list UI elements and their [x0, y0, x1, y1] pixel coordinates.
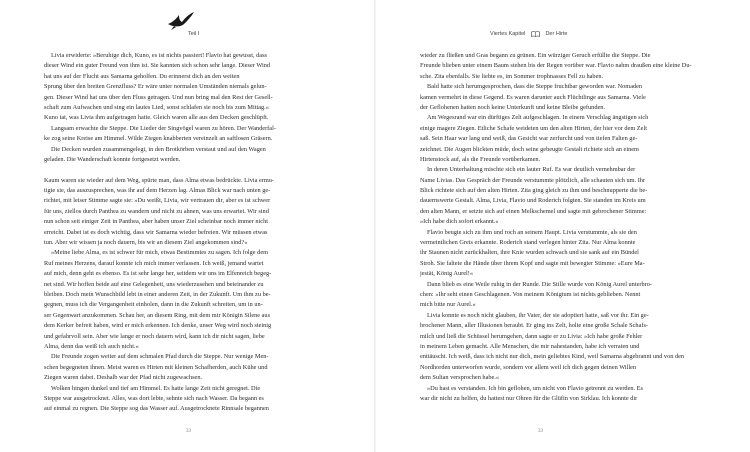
- text-line: sche. Zita ebenfalls. Sie liebte es, im Sommer trophnasses Fell zu haben.: [420, 72, 604, 80]
- running-header: [490, 31, 567, 37]
- text-line: zeichnet. Die Augen blickten müde, doch seine gebeugte Gestalt richtete sich an einem: [420, 145, 639, 153]
- text-line: der Geflohenen hatten noch keine Unterkunft und keine Bleibe gefunden.: [420, 103, 605, 111]
- text-line: Kaum waren sie wieder auf dem Weg, spürte man, dass Alma etwas bedrückte. Livia ermu-: [44, 176, 275, 184]
- text-line: schaft zum Aufwachen und sing ein lautes Lied, sonst schlafen sie noch bis zum Mittag.«: [44, 103, 269, 111]
- text-line: brochener Mann, aller Illusionen beraubt. Er ging ins Zelt, holte eine große Schale Schafs-: [420, 322, 649, 330]
- chapter-label: Viertes Kapitel: [490, 31, 526, 37]
- text-line: milch und ließ die Schüssel herumgehen, dann sagte er zu Livia: »Ich habe große Fehler: [420, 332, 643, 340]
- text-line: Dann blieb es eine Weile ruhig in der Runde. Die Stille wurde von König Aurel unterbro-: [427, 280, 652, 288]
- text-line: einige magere Ziegen. Etliche Schafe weideten um den alten Hirten, der hier vor dem Zelt: [420, 124, 647, 132]
- raven-icon: [167, 10, 195, 32]
- page-number: 33: [186, 429, 191, 434]
- chapter-title: Der Hirte: [545, 31, 568, 37]
- text-line: ser Gegenwart anzukommen. Schau her, an diesem Ring, mit dem mir Königin Silene aus: [44, 311, 271, 319]
- text-line: schen begegneten ihnen. Meist waren es Hirten mit kleinen Schafherden, auch Kühe und: [44, 363, 268, 371]
- text-line: Sprung über den breiten Grenzfluss? Er wäre unter normalen Umständen niemals gelun-: [44, 83, 267, 91]
- text-line: gen. Dieser Wind hat uns über den Fluss getragen. Und nun bring mal den Rest der Gesell-: [44, 93, 273, 101]
- text-line: Die Freunde zogen weiter auf dem schmalen Pfad durch die Steppe. Nur wenige Men-: [51, 353, 269, 361]
- left-page: [0, 0, 374, 452]
- text-line: in meinem Leben gemacht. Alle Menschen, die mir nahestanden, habe ich verraten und: [420, 342, 640, 350]
- text-line: ihr Staunen nicht zurückhalten, ihre Knie wurden schwach und sie sank auf ein Bündel: [420, 249, 639, 257]
- text-line: für uns, ziellos durch Pantheа zu wandern und nicht zu ahnen, was uns erwartet. Wir sind: [44, 207, 269, 215]
- right-page: [376, 0, 750, 452]
- text-line: Ruf meines Herzens, darauf konnte ich mich immer verlassen. Ich weiß, jemand wartet: [44, 259, 264, 267]
- text-line: Wolken hingen dunkel und tief am Himmel. Es hatte lange Zeit nicht geregnet. Die: [51, 384, 261, 392]
- text-line: Stroh. Sie faltete die Hände über ihrem Kopf und sagte mit bewegter Stimme: »Eure Ma-: [420, 259, 645, 267]
- text-line: Langsam erwachte die Steppe. Die Lieder der Singvögel waren zu hören. Der Wanderfal-: [51, 124, 276, 132]
- text-line: wieder zu fließen und Gras begann zu grünen. Ein würziger Geruch erfüllte die Steppe. Die: [420, 52, 651, 59]
- text-line: auf mich, denn geht es ebenso. Es ist sehr lange her, seitdem wir uns im Elfenreich begeg-: [44, 270, 272, 278]
- text-line: Bald hatte sich herumgesprochen, dass die Steppe fruchtbar geworden war. Nomaden: [427, 83, 643, 91]
- text-line: »Ich habe dich sofort erkannt.«: [420, 218, 499, 226]
- text-line: Hirtenstock auf, als die Freunde vorüberkamen.: [420, 155, 541, 163]
- text-line: hat uns auf der Flucht aus Samarna geholfen. Du erinnerst dich an den weiten: [44, 72, 240, 80]
- text-line: ke zog seine Kreise am Himmel. Wilde Ziegen knabberten vereinzelt an saftlosen Gräsern.: [44, 135, 273, 143]
- text-line: chen: »Ihr seht einen Geschlagenen. Von meinem Königtum ist nichts geblieben. Nennt: [420, 290, 641, 298]
- text-line: »Du hast es verstanden. Ich bin geflohen, um nicht von Flavio getrennt zu werden. Es: [427, 384, 643, 392]
- text-line: Ziegen waren dabei. Deshalb war der Pfad nicht zugewachsen.: [44, 374, 203, 382]
- text-line: war dir nicht zu helfen, du hattest nur Ohren für die Glüfin von Sirklau. Ich konnte dir: [420, 394, 638, 402]
- text-line: Steppe war ausgetrocknet. Alles, was dort lebte, sehnte sich nach Wasser. Da begann es: [44, 394, 264, 402]
- text-line: bleiben. Doch mein Wunschbild lebt in einer anderen Zeit, in der Zukunft. Um ihm zu be-: [44, 290, 271, 298]
- text-line: nun schon seit einiger Zeit in Pantheа, aber haben unser Ziel scheinbar noch immer nicht: [44, 218, 268, 226]
- text-line: erreicht. Dabei ist es doch wichtig, dass wir Samarna wieder befreien. Wir müssen etwas: [44, 228, 268, 236]
- text-line: Am Wegesrand war ein dürftiges Zelt aufgeschlagen. In einem Verschlag ängstigen sich: [427, 114, 649, 122]
- text-line: Die Decken wurden zusammengelegt, in den Brotkörben verstaut und auf den Wagen: [51, 145, 266, 153]
- text-line: richtet, mit leiser Stimme sagte sie: »Du weißt, Livia, wir vertrauen dir, aber es ist schwer: [44, 197, 271, 205]
- text-line: »Meine liebe Alma, es ist schwer für mich, etwas Bestimmtes zu sagen. Ich folge dem: [51, 249, 269, 257]
- text-line: vermeintlichen Greis erkannte. Roderich stand verlegen hinter Zita. Nur Alma konnte: [420, 239, 636, 247]
- text-line: Blick richtete sich auf den alten Hirten. Zita ging gleich zu ihm und beschnupperte die be-: [420, 187, 648, 195]
- text-line: den alten Mann, er setzte sich auf einen Melkschemel und sagte mit gebrochener Stimme:: [420, 207, 647, 215]
- text-line: mich bitte nur Aurel.«: [420, 301, 476, 309]
- text-line: Kuno tat, was Livia ihm aufgetragen hatte. Gleich waren alle aus den Decken geschlüpft.: [44, 114, 269, 122]
- text-line: Livia erwiderte: »Beruhige dich, Kuno, es ist nichts passiert! Flavio hat gewusst, dass: [51, 52, 267, 59]
- right-body-text: [420, 51, 706, 431]
- text-line: In deren Unterhaltung mischte sich ein lauter Ruf. Es war deutlich vernehmbar der: [427, 166, 636, 174]
- text-line: Alma, denn das weiß ich auch nicht.«: [44, 342, 139, 350]
- text-line: tun. Aber wir wissen ja noch dauern, bis wir an diesem Ziel angekommen sind?«: [44, 239, 248, 247]
- text-line: Livia konnte es noch nicht glauben, ihr Vater, der sie adoptiert hatte, saß vor ihr. Ein ge-: [427, 311, 649, 319]
- left-body-text: [44, 51, 330, 431]
- running-header: [188, 31, 199, 37]
- text-line: jestät, König Aurel!«: [420, 270, 473, 278]
- page-number: 33: [538, 429, 543, 434]
- text-line: und gefahrvoll sein. Aber wie lange er noch dauern wird, kann ich dir nicht sagen, liebe: [44, 332, 265, 340]
- book-icon: [531, 31, 540, 37]
- text-line: saß. Sein Haar war lang und weiß, das Gesicht war zerfurcht und von tiefen Falten ge-: [420, 135, 638, 143]
- text-line: net sind. Wir hoffen beide auf eine Gelegenheit, uns wiederzusehen und beieinander zu: [44, 280, 264, 288]
- text-line: geladen. Die Wanderschaft konnte fortgesetzt werden.: [44, 155, 181, 163]
- text-line: [44, 165, 330, 175]
- text-line: Flavio beugte sich zu ihm und roch an seinem Haupt. Livia verstummte, als sie den: [427, 228, 637, 236]
- text-line: kamen vermehrt in diese Gegend. Es waren darunter auch Flüchtlinge aus Samarna. Viele: [420, 93, 646, 101]
- text-line: tigte sie, das auszusprechen, was ihr auf dem Herzen lag. Almas Blick war nach unten ge-: [44, 187, 271, 195]
- text-line: auf einmal zu regnen. Die Steppe sog das Wasser auf. Ausgetrocknete Rinnsale begannen: [44, 405, 269, 413]
- part-label: Teil I: [188, 31, 200, 37]
- text-line: dem Sultan versprochen habe.«: [420, 374, 500, 382]
- text-line: enttäuscht. Ich weiß, dass ich nicht nur dich, mein geliebtes Kind, weil Samarna abgebrannt und von den: [420, 353, 685, 361]
- text-line: dauernswerte Gestalt. Alma, Livia, Flavio und Roderich folgten. Sie standen im Kreis um: [420, 197, 646, 205]
- text-line: Nordhorden unterworfen wurde, sondern vor allem weil ich dich gegen deinen Willen: [420, 363, 637, 371]
- text-line: dem Kerker befreit haben, wird er mich erkennen. Ich denke, unser Weg wird noch steinig: [44, 322, 272, 330]
- text-line: Freunde blieben unter einem Baum stehen bis der Regen vorüber war. Flavio nahm draußen eine kleine Du-: [420, 62, 692, 70]
- text-line: Name Livias. Das Gespräch der Freunde verstummte plötzlich, alle schauten sich um. Ihr: [420, 176, 646, 184]
- text-line: gegnen, muss ich die Vergangenheit einholen, dann in die Zukunft schreiten, um in un-: [44, 301, 263, 309]
- text-line: dieser Wind ein guter Freund von ihm ist. Sie kannten sich schon sehr lange. Dieser Wind: [44, 62, 271, 70]
